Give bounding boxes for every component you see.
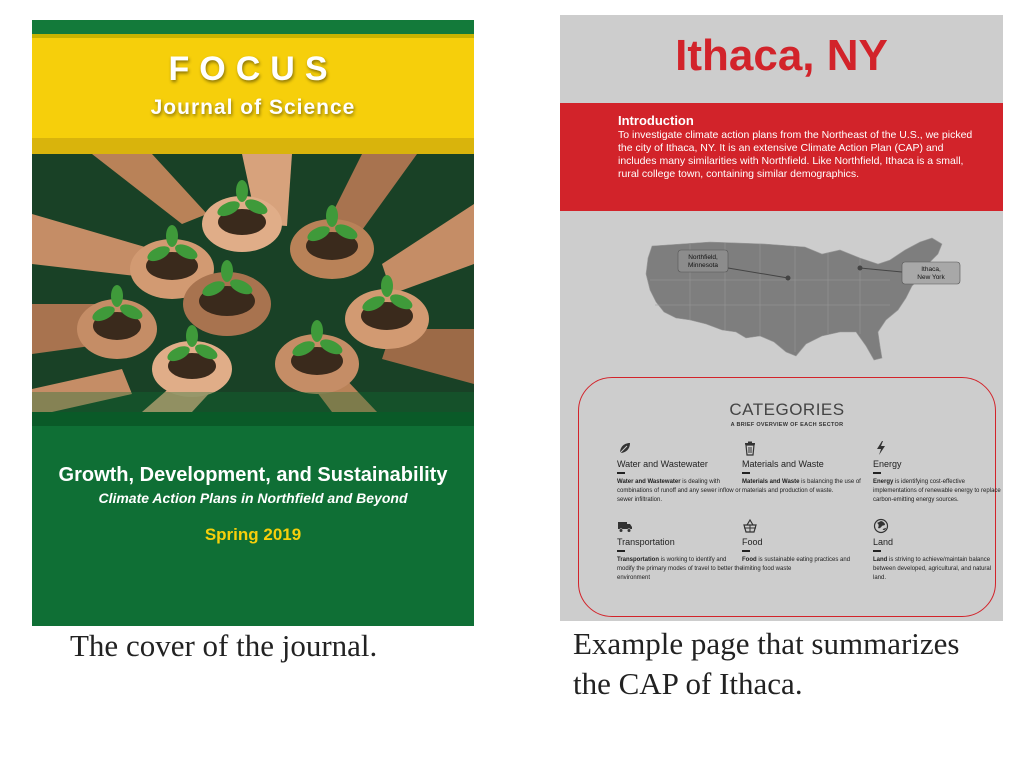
category-name: Materials and Waste [742, 459, 824, 469]
us-map [560, 220, 1003, 370]
introduction-heading: Introduction [618, 113, 694, 128]
category-name: Energy [873, 459, 902, 469]
category-rule [617, 550, 625, 552]
ithaca-label-line1: Ithaca, [921, 266, 941, 273]
ithaca-label-line2: New York [917, 274, 945, 281]
category-description: Food is sustainable eating practices and limiting food waste [742, 557, 851, 572]
cover-title: FOCUS [168, 50, 338, 88]
introduction-text: To investigate climate action plans from the Northeast of the U.S., we picked the city of Ithaca, NY. It is an extensive Climate Action Plan (CAP) and includes many similarities with Northfield. Like Northfield, Ithaca is a small, rural college town, containing similar demographics. [618, 129, 973, 180]
basket-icon [742, 518, 758, 534]
hands-with-seedlings-photo [32, 154, 474, 412]
cover-caption: The cover of the journal. [70, 628, 378, 663]
example-page [560, 15, 1003, 621]
categories-panel [578, 377, 1001, 617]
category-name: Transportation [617, 537, 675, 547]
category-rule [873, 472, 881, 474]
truck-icon [617, 518, 633, 534]
cover-photo-bottom-band [32, 412, 474, 426]
categories-subtitle: A BRIEF OVERVIEW OF EACH SECTOR [730, 422, 844, 428]
cover-title-band-lower [32, 138, 474, 154]
cover-heading: Growth, Development, and Sustainability [58, 464, 448, 486]
northfield-label-line1: Northfield, [688, 254, 718, 261]
category-rule [742, 472, 750, 474]
lightning-icon [873, 440, 889, 456]
journal-cover [32, 20, 474, 626]
page-title: Ithaca, NY [675, 31, 888, 80]
cover-subtitle: Journal of Science [150, 96, 356, 119]
cover-top-stripe [32, 20, 474, 34]
category-rule [873, 550, 881, 552]
cover-season: Spring 2019 [204, 525, 302, 544]
category-name: Water and Wastewater [617, 459, 708, 469]
categories-title: CATEGORIES [729, 400, 845, 419]
category-rule [617, 472, 625, 474]
category-description: Materials and Waste is balancing the use of materials and production of waste. [742, 479, 861, 494]
category-name: Land [873, 537, 894, 547]
cover-tagline: Climate Action Plans in Northfield and Beyond [98, 490, 408, 506]
category-description: Land is striving to achieve/maintain balance between developed, agricultural, and natural land. [873, 557, 992, 581]
category-description: Transportation is working to identify and modify the primary modes of travel to better the environment [617, 557, 743, 581]
category-name: Food [742, 537, 763, 547]
trash-icon [742, 440, 758, 456]
leaf-icon [617, 440, 633, 456]
category-description: Water and Wastewater is dealing with combinations of runoff and any sewer inflow or sewer infiltration. [617, 479, 741, 503]
northfield-label-line2: Minnesota [688, 262, 718, 269]
category-rule [742, 550, 750, 552]
category-description: Energy is identifying cost-effective implementations of renewable energy to replace carbon-emitting energy sources. [873, 479, 1001, 503]
page-caption: Example page that summarizes the CAP of Ithaca. [573, 626, 960, 701]
globe-icon [873, 518, 889, 534]
